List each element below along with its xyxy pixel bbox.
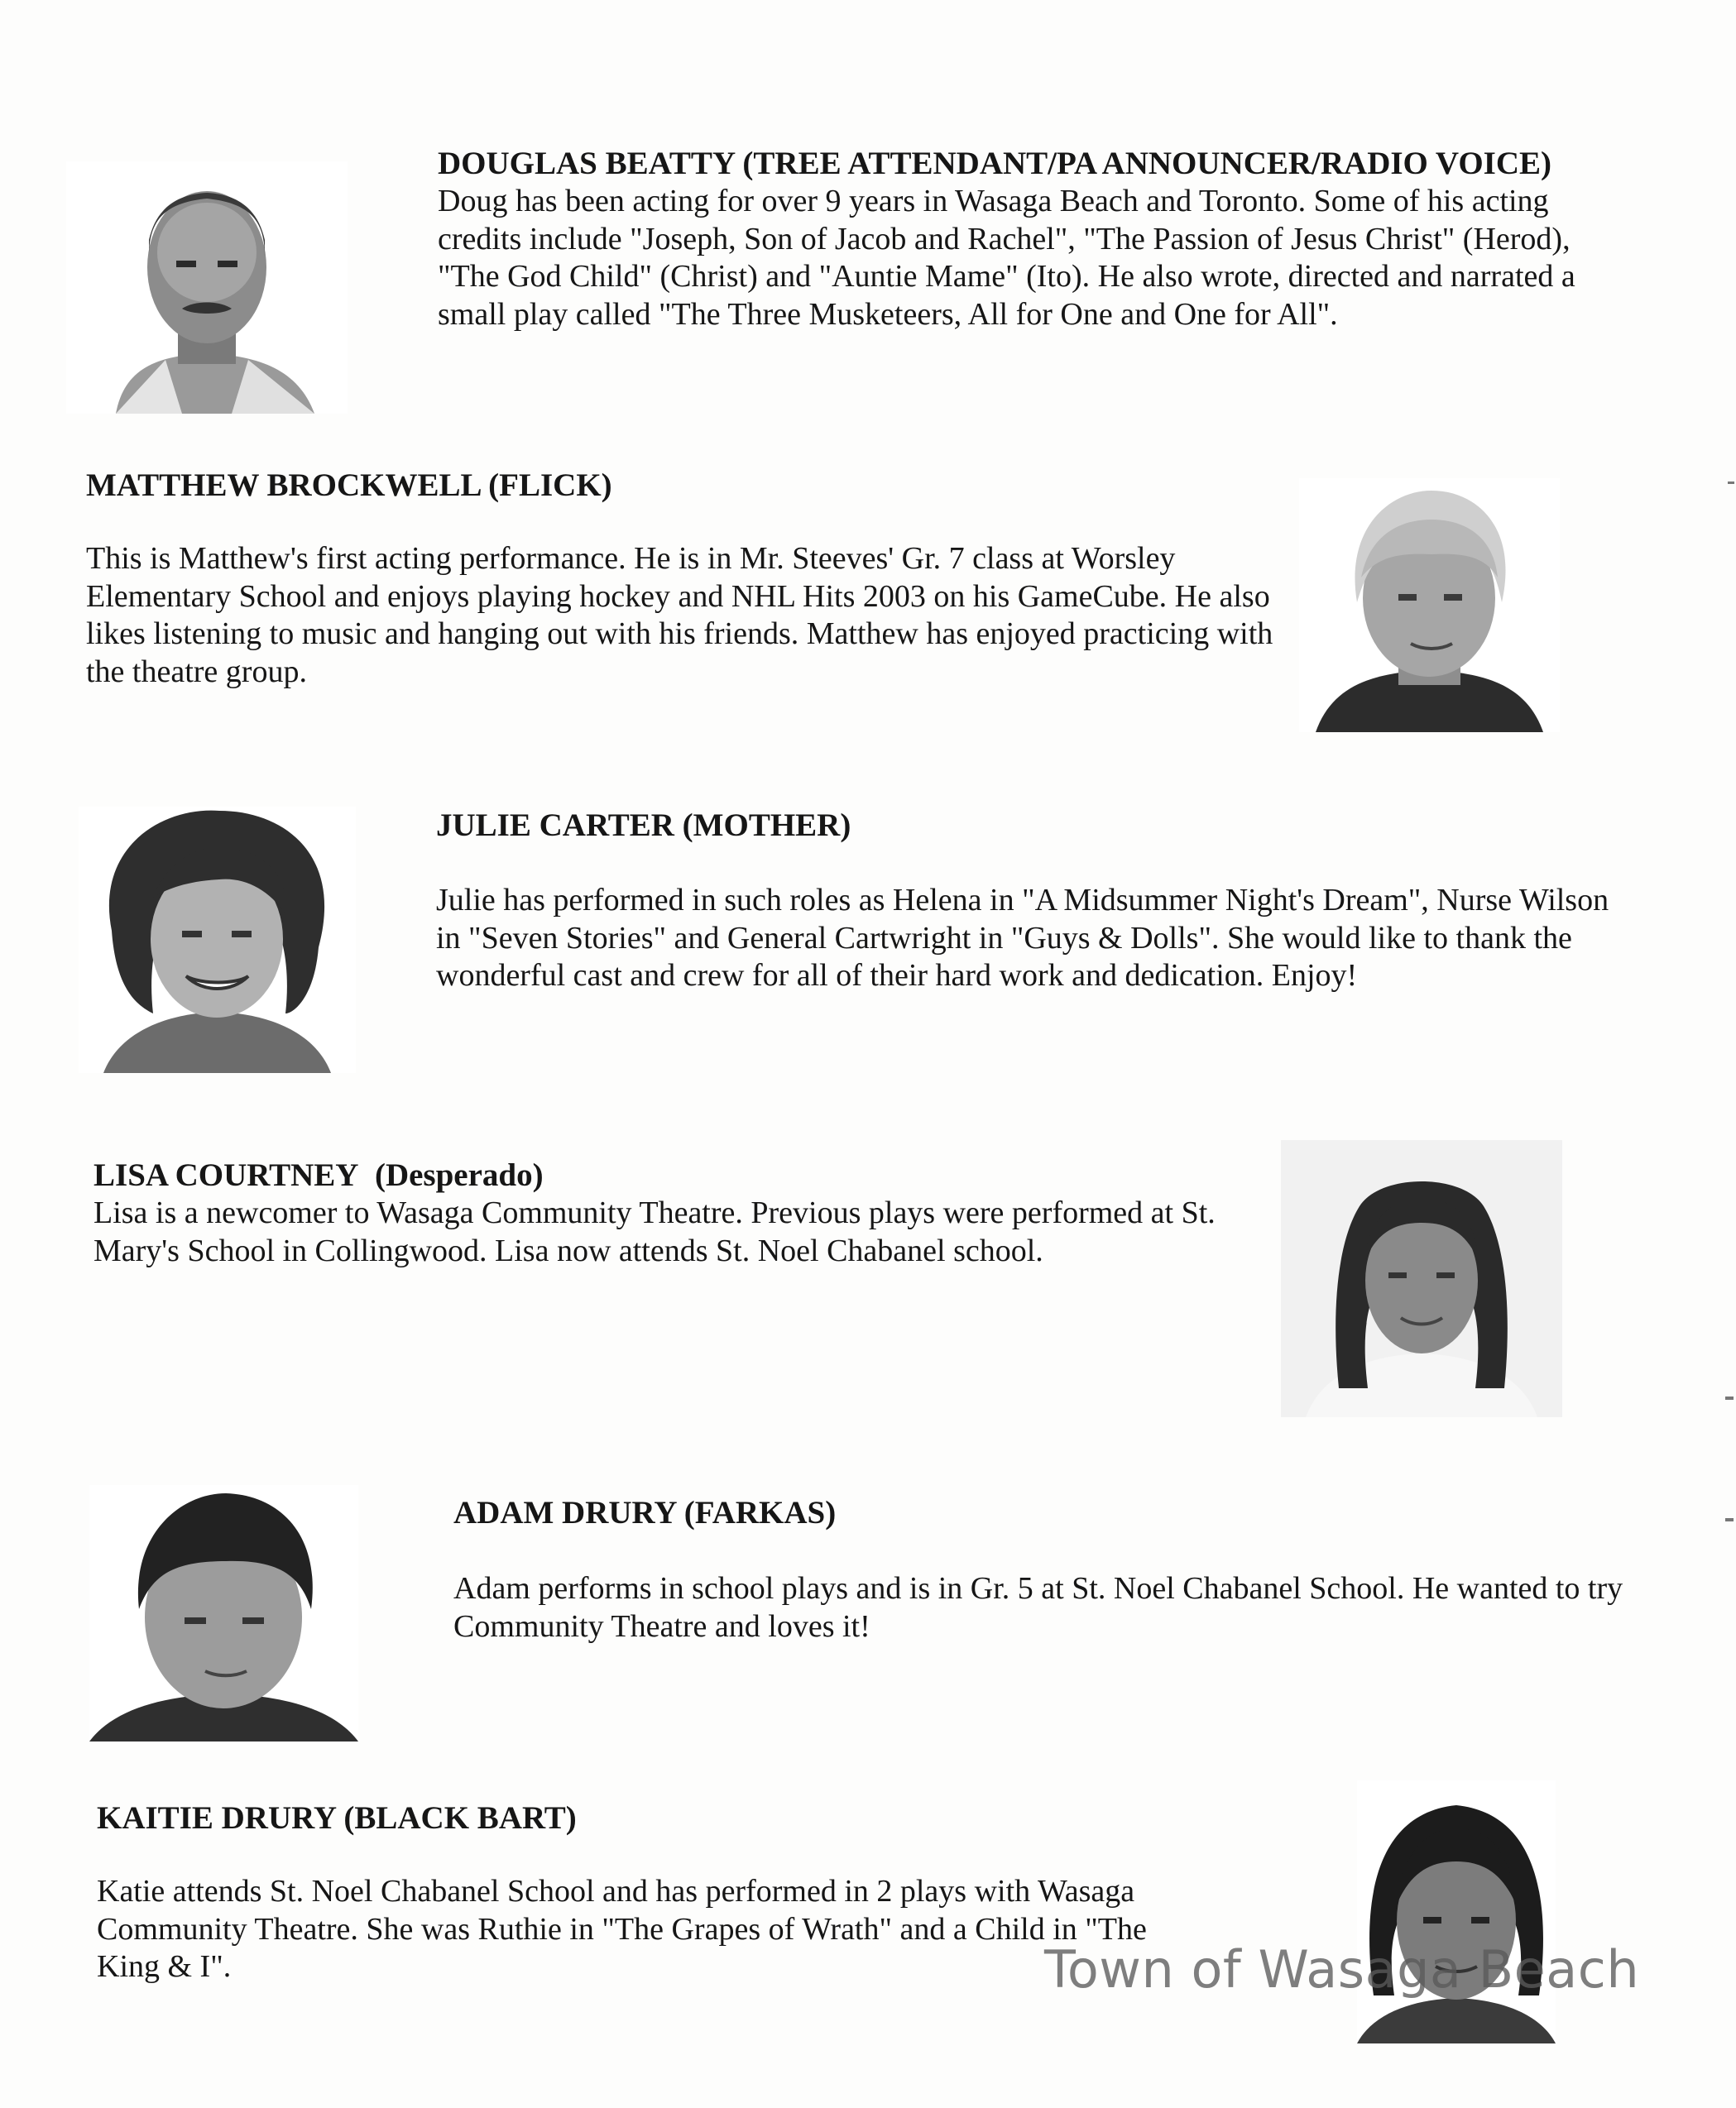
scan-speck [1725, 1397, 1734, 1400]
bio-text: Julie has performed in such roles as Helena in "A Midsummer Night's Dream", Nurse Wilson in "Seven Stories" and General Cartwright in "Guys & Dolls". She would like to thank the wonderful cast and crew for all of their hard work and dedication. Enjoy! [436, 883, 1609, 993]
bio-name: ADAM DRURY (FARKAS) [453, 1495, 837, 1531]
bio-kaitie-drury [97, 1799, 1197, 1986]
bio-name [94, 1157, 1277, 1195]
kaitie-drury-photo [1357, 1780, 1556, 2043]
julie-carter-photo [79, 807, 356, 1073]
scan-speck [1725, 1518, 1734, 1521]
bio-text: Doug has been acting for over 9 years in Wasaga Beach and Toronto. Some of his acting credits include "Joseph, Son of Jacob and Rachel", "The Passion of Jesus Christ" (Herod), "The God Child" (Christ) and "Auntie Mame" (Ito). He also wrote, directed and narrated a small play called "The Three Musketeers, All for One and One for All". [438, 184, 1575, 332]
bio-name: JULIE CARTER (MOTHER) [436, 807, 851, 843]
bio-text: This is Matthew's first acting performance. He is in Mr. Steeves' Gr. 7 class at Worsley Elementary School and enjoys playing hockey and NHL Hits 2003 on his GameCube. He also likes listening to music and hanging out with his friends. Matthew has enjoyed practicing with the theatre group. [86, 541, 1273, 689]
watermark-text: Town of Wasaga Beach [1044, 1939, 1640, 2000]
douglas-beatty-photo [66, 161, 348, 414]
bio-role-text: (Desperado) [374, 1157, 544, 1193]
bio-name: MATTHEW BROCKWELL (FLICK) [86, 467, 612, 503]
bio-name: DOUGLAS BEATTY (TREE ATTENDANT/PA ANNOUNCER/RADIO VOICE) [438, 146, 1551, 181]
bio-name: KAITIE DRURY (BLACK BART) [97, 1800, 577, 1836]
bio-lisa-courtney [94, 1157, 1277, 1270]
bio-julie-carter [436, 807, 1619, 995]
bio-matthew-brockwell [86, 467, 1278, 691]
adam-drury-photo [89, 1485, 358, 1741]
bio-name-text: LISA COURTNEY [94, 1157, 359, 1193]
bio-douglas-beatty [438, 145, 1621, 333]
lisa-courtney-photo [1281, 1140, 1562, 1417]
bio-text: Katie attends St. Noel Chabanel School and has performed in 2 plays with Wasaga Community Theatre. She was Ruthie in "The Grapes of Wrath" and a Child in "The King & I". [97, 1874, 1147, 1984]
bio-text: Lisa is a newcomer to Wasaga Community Theatre. Previous plays were performed at St. Mary's School in Collingwood. Lisa now attends St. Noel Chabanel school. [94, 1195, 1216, 1268]
matthew-brockwell-photo [1299, 478, 1560, 732]
bio-adam-drury [453, 1494, 1637, 1646]
bio-text: Adam performs in school plays and is in Gr. 5 at St. Noel Chabanel School. He wanted to try Community Theatre and loves it! [453, 1571, 1623, 1644]
scan-speck [1728, 481, 1734, 484]
